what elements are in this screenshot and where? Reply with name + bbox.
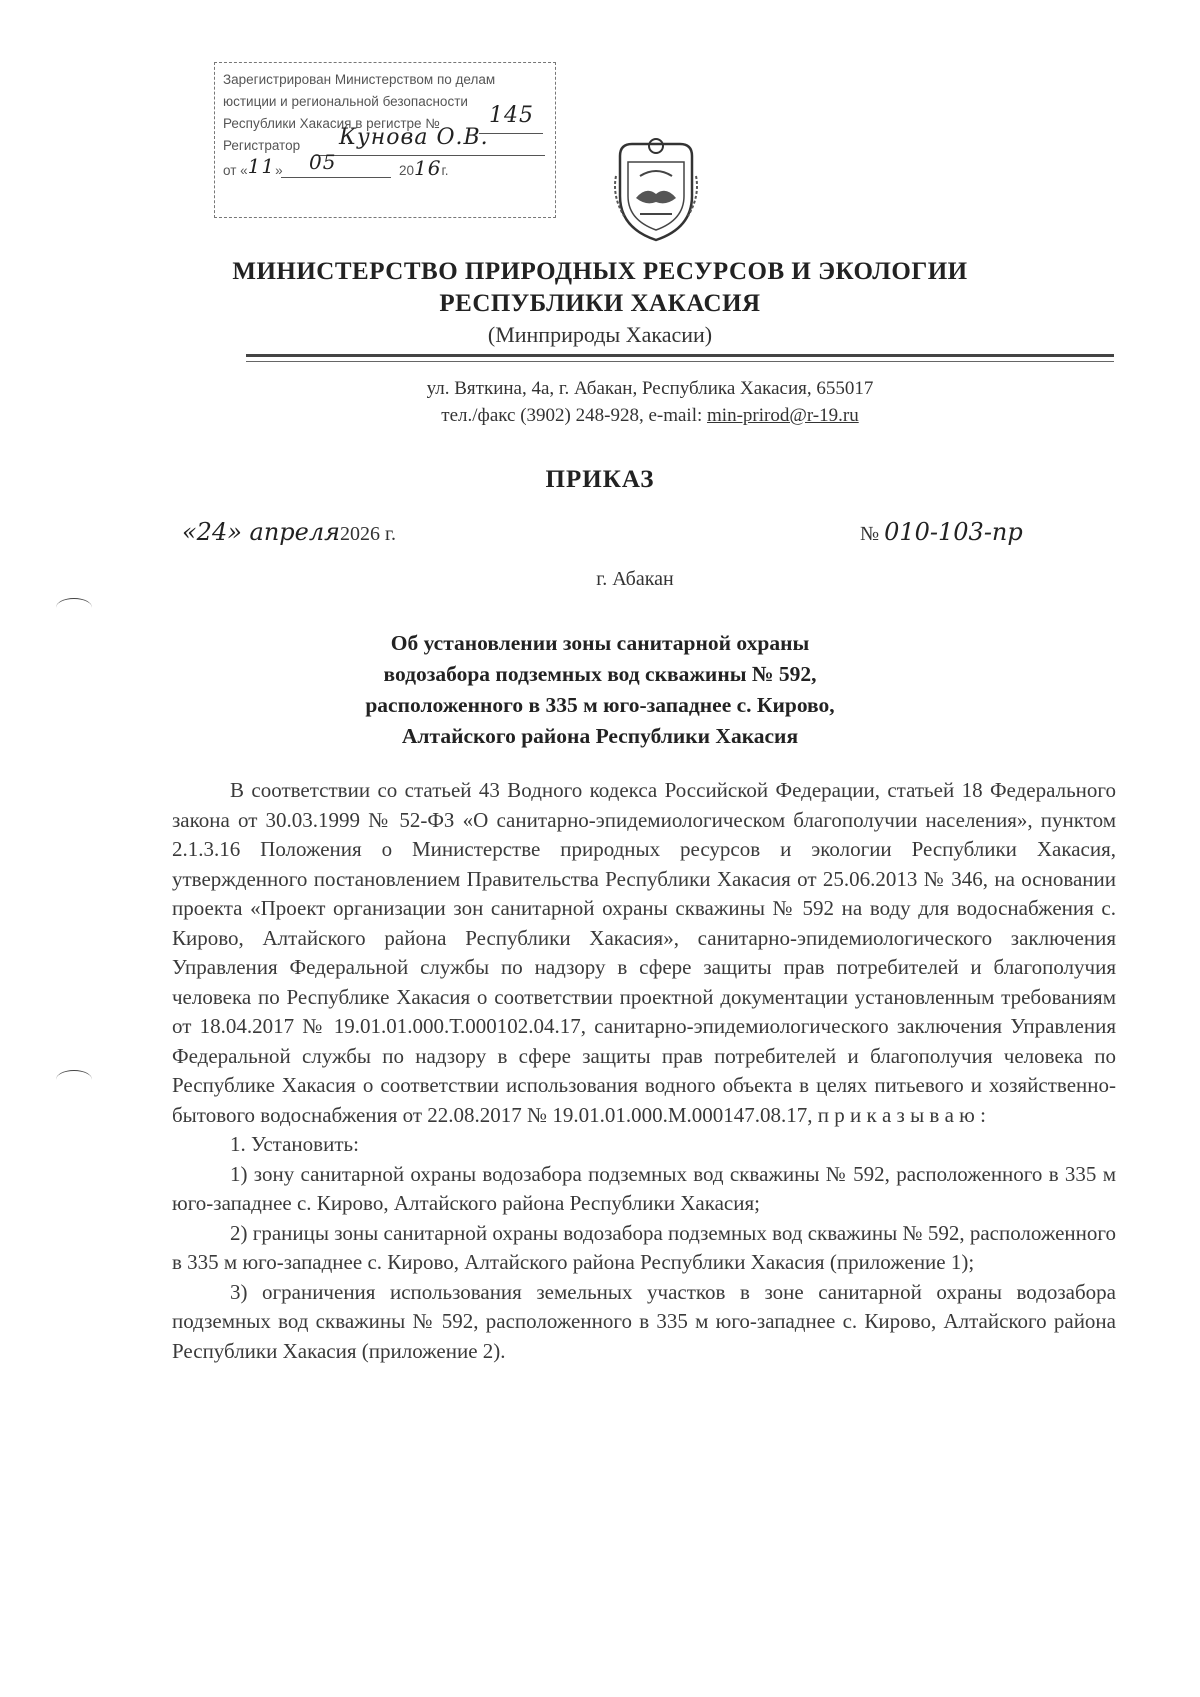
stamp-registrar-label: Регистратор	[223, 138, 301, 153]
document-number	[860, 518, 1023, 546]
stamp-register-label: Республики Хакасия в регистре №	[223, 116, 440, 131]
org-contact	[0, 405, 1200, 427]
header-rule-thin	[246, 361, 1114, 362]
document-number-prefix: №	[860, 523, 880, 545]
stamp-date-prefix: от «	[223, 163, 248, 178]
document-subject	[0, 628, 1200, 752]
body-subitem-1: 1) зону санитарной охраны водозабора подземных вод скважины № 592, расположенного в 335 м юго-западнее с. Кирово, Алтайского района Республики Хакасия;	[172, 1161, 1116, 1215]
punch-hole-mark	[56, 1070, 92, 1089]
stamp-date-day: 11	[247, 154, 276, 178]
body-subitem-2: 2) границы зоны санитарной охраны водозабора подземных вод скважины № 592, расположенного в 335 м юго-западнее с. Кирово, Алтайского района Республики Хакасия (приложение 1);	[172, 1220, 1116, 1274]
coat-of-arms-emblem	[610, 136, 702, 244]
body-item-1: 1. Установить:	[230, 1132, 359, 1156]
body-preamble: В соответствии со статьей 43 Водного кодекса Российской Федерации, статьей 18 Федерального закона от 30.03.1999 № 52-ФЗ «О санитарно-эпидемиологическом благополучии населения», пунктом 2.1.3.16 Положения о Министерстве природных ресурсов и экологии Республики Хакасия, утвержденного постановлением Правительства Республики Хакасия от 25.06.2013 № 346, на основании проекта «Проект организации зон санитарной охраны скважины № 592 на воду для водоснабжения с. Кирово, Алтайского района Республики Хакасия», санитарно-эпидемиологического заключения Управления Федеральной службы по надзору в сфере защиты прав потребителей и благополучия человека по Республике Хакасия о соответствии проектной документации установленным требованиям от 18.04.2017 № 19.01.01.000.Т.000102.04.17, санитарно-эпидемиологического заключения Управления Федеральной службы по надзору в сфере защиты прав потребителей и благополучия человека по Республике Хакасия о соответствии использования водного объекта в целях питьевого и хозяйственно-бытового водоснабжения от 22.08.2017 № 19.01.01.000.М.000147.08.17, п р и к а з ы в а ю :	[172, 778, 1116, 1127]
document-date	[182, 518, 396, 546]
subject-line-1: Об установлении зоны санитарной охраны	[390, 631, 810, 655]
stamp-registrar-signature: Кунова О.В.	[339, 125, 489, 150]
stamp-line-2: юстиции и региональной безопасности	[223, 94, 468, 109]
stamp-line-1: Зарегистрирован Министерством по делам	[223, 72, 496, 87]
stamp-date-mid: »	[275, 163, 283, 178]
document-city: г. Абакан	[596, 568, 674, 590]
subject-line-3: расположенного в 335 м юго-западнее с. Кирово,	[365, 693, 835, 717]
body-subitem-3: 3) ограничения использования земельных участков в зоне санитарной охраны водозабора подземных вод скважины № 592, расположенного в 335 м юго-западнее с. Кирово, Алтайского района Республики Хакасия (приложение 2).	[172, 1279, 1116, 1363]
document-date-handwritten: «24» апреля	[182, 518, 341, 546]
document-number-handwritten: 010-103-пр	[884, 518, 1023, 546]
org-phone: тел./факс (3902) 248-928, e-mail:	[441, 405, 708, 426]
punch-hole-mark	[56, 598, 92, 617]
org-short-name: (Минприроды Хакасии)	[487, 322, 713, 347]
org-title-line-2: РЕСПУБЛИКИ ХАКАСИЯ	[439, 290, 761, 317]
org-email-link[interactable]: min-prirod@r-19.ru	[707, 405, 859, 426]
document-body	[172, 776, 1116, 1366]
org-address: ул. Вяткина, 4а, г. Абакан, Республика Хакасия, 655017	[426, 378, 874, 399]
subject-line-2: водозабора подземных вод скважины № 592,	[383, 662, 817, 686]
stamp-register-number: 145	[489, 103, 534, 128]
document-type-title: ПРИКАЗ	[545, 466, 655, 493]
document-date-year: 2026 г.	[340, 523, 396, 545]
stamp-date-year: 2016г.	[399, 156, 449, 180]
stamp-date-month: 05	[309, 150, 337, 174]
subject-line-4: Алтайского района Республики Хакасия	[401, 724, 799, 748]
header-rule-thick	[246, 354, 1114, 357]
stamp-line-5	[223, 150, 547, 182]
registration-stamp	[214, 62, 556, 218]
org-title-line-1: МИНИСТЕРСТВО ПРИРОДНЫХ РЕСУРСОВ И ЭКОЛОГИИ	[232, 258, 968, 285]
